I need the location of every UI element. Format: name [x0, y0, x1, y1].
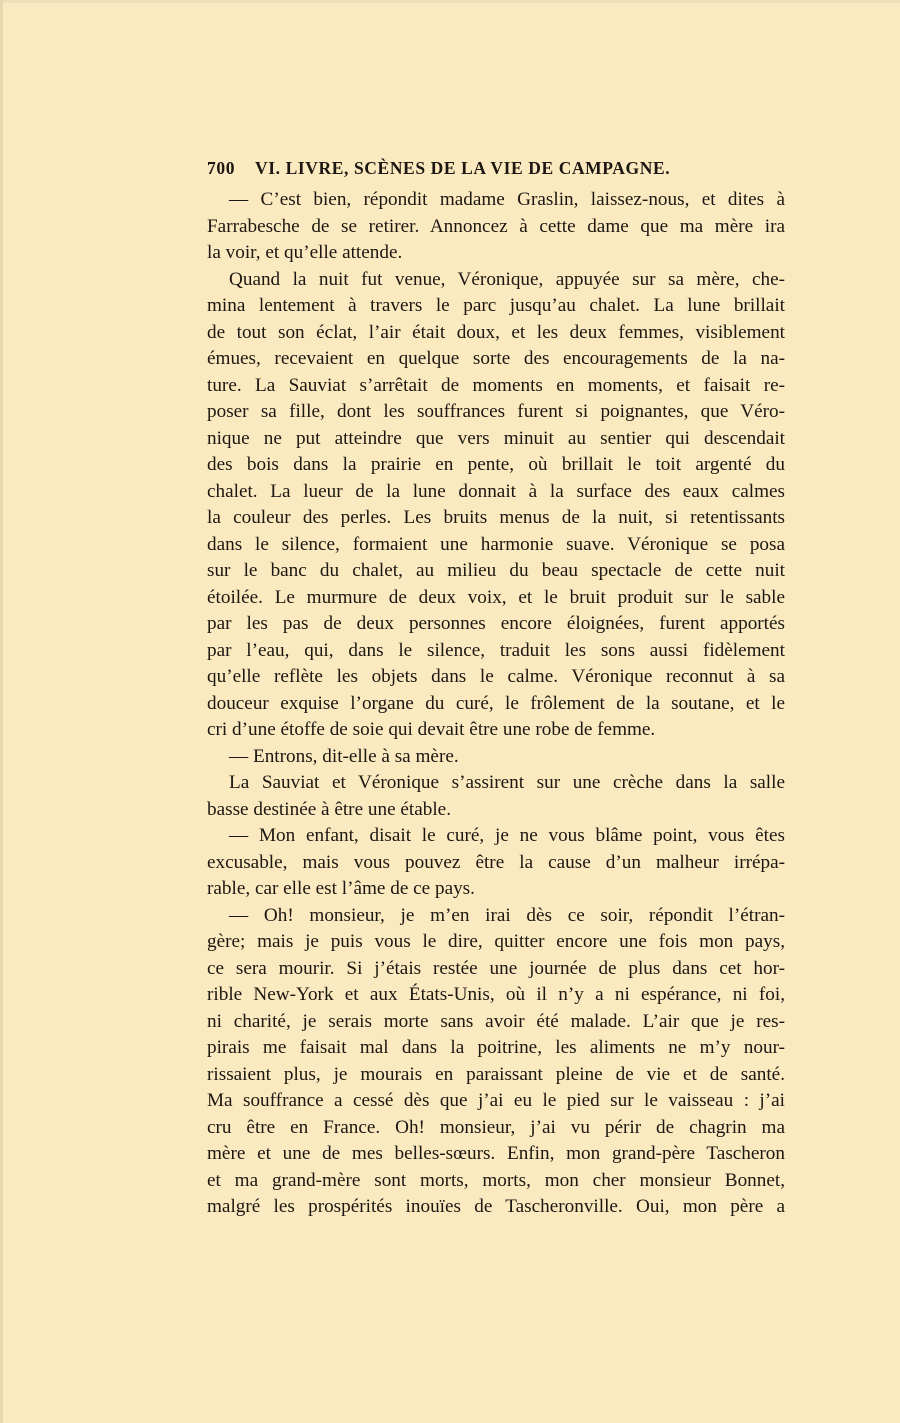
text-line: nique ne put atteindre que vers minuit au sentier qui descendait	[207, 427, 785, 449]
text-line: Ma souffrance a cessé dès que j’ai eu le pied sur le vaisseau : j’ai	[207, 1090, 785, 1111]
text-line: rissaient plus, je mourais en paraissant pleine de vie et de santé.	[207, 1063, 785, 1085]
text-line: par les pas de deux personnes encore éloignées, furent apportés	[207, 613, 785, 634]
text-line: — C’est bien, répondit madame Graslin, laissez-nous, et dites à	[229, 189, 785, 210]
text-line: — Mon enfant, disait le curé, je ne vous blâme point, vous êtes	[229, 825, 785, 846]
text-line: qu’elle reflète les objets dans le calme. Véronique reconnut à sa	[207, 666, 785, 687]
text-line: La Sauviat et Véronique s’assirent sur une crèche dans la salle	[229, 772, 785, 793]
text-line: la voir, et qu’elle attende.	[207, 242, 403, 263]
text-line: Farrabesche de se retirer. Annoncez à cette dame que ma mère ira	[207, 215, 785, 237]
text-line: douceur exquise l’organe du curé, le frôlement de la soutane, et le	[207, 692, 785, 714]
text-line: excusable, mais vous pouvez être la cause d’un malheur irrépa-	[207, 851, 785, 873]
text-line: rable, car elle est l’âme de ce pays.	[207, 878, 475, 899]
text-line: ture. La Sauviat s’arrêtait de moments en moments, et faisait re-	[207, 374, 785, 396]
text-line: des bois dans la prairie en pente, où brillait le toit argenté du	[207, 454, 785, 475]
page-number: 700	[207, 158, 236, 178]
text-line: Quand la nuit fut venue, Véronique, appuyée sur sa mère, che-	[229, 268, 785, 290]
text-line: pirais me faisait mal dans la poitrine, les aliments ne m’y nour-	[207, 1037, 785, 1058]
text-line: la couleur des perles. Les bruits menus de la nuit, si retentissants	[207, 507, 785, 528]
text-line: chalet. La lueur de la lune donnait à la surface des eaux calmes	[207, 480, 785, 502]
text-line: de tout son éclat, l’air était doux, et les deux femmes, visiblement	[207, 321, 785, 343]
text-line: par l’eau, qui, dans le silence, traduit les sons aussi fidèlement	[207, 639, 785, 661]
text-line: ni charité, je serais morte sans avoir été malade. L’air que je res-	[207, 1010, 785, 1032]
text-line: et ma grand-mère sont morts, morts, mon cher monsieur Bonnet,	[207, 1169, 785, 1191]
text-line: mère et une de mes belles-sœurs. Enfin, mon grand-père Tascheron	[207, 1143, 785, 1164]
text-line: basse destinée à être une étable.	[207, 798, 451, 820]
text-line: émues, recevaient en quelque sorte des encouragements de la na-	[207, 348, 785, 369]
text-line: malgré les prospérités inouïes de Tascheronville. Oui, mon père a	[207, 1196, 785, 1217]
text-line: sur le banc du chalet, au milieu du beau spectacle de cette nuit	[207, 560, 785, 581]
text-line: poser sa fille, dont les souffrances furent si poignantes, que Véro-	[207, 401, 785, 422]
text-line: rible New-York et aux États-Unis, où il n’y a ni espérance, ni foi,	[207, 984, 785, 1005]
text-line: cri d’une étoffe de soie qui devait être une robe de femme.	[207, 719, 656, 740]
text-line: étoilée. Le murmure de deux voix, et le bruit produit sur le sable	[207, 586, 785, 608]
body-text	[207, 187, 785, 1221]
text-line: gère; mais je puis vous le dire, quitter encore une fois mon pays,	[207, 931, 785, 952]
running-title: VI. LIVRE, SCÈNES DE LA VIE DE CAMPAGNE.	[255, 158, 671, 178]
text-line: dans le silence, formaient une harmonie suave. Véronique se posa	[207, 533, 785, 555]
running-header	[207, 158, 755, 179]
text-line: mina lentement à travers le parc jusqu’au chalet. La lune brillait	[207, 295, 785, 316]
text-line: — Oh! monsieur, je m’en irai dès ce soir, répondit l’étran-	[229, 904, 785, 926]
text-line: ce sera mourir. Si j’étais restée une journée de plus dans cet hor-	[207, 957, 785, 979]
text-line: cru être en France. Oh! monsieur, j’ai vu périr de chagrin ma	[207, 1116, 785, 1138]
text-line: — Entrons, dit-elle à sa mère.	[229, 745, 459, 767]
